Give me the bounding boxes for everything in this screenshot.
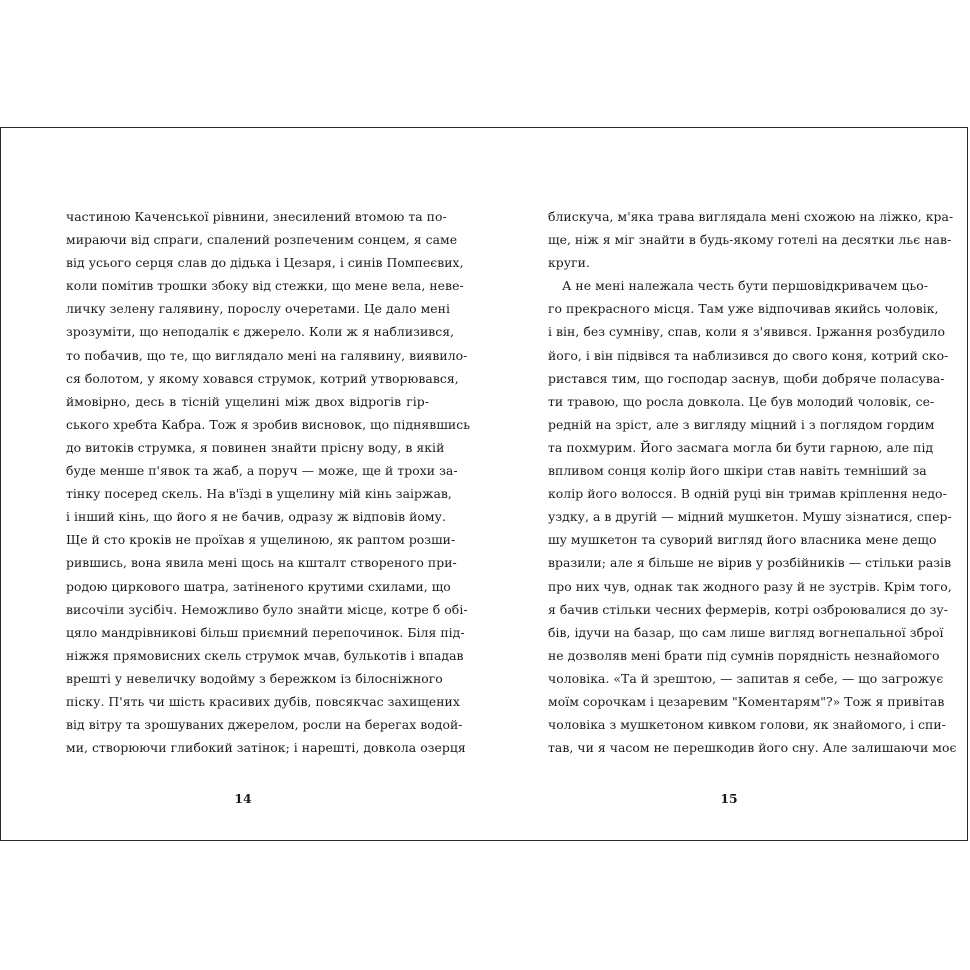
left-page-line: тінку посеред скель. На в'їзді в ущелину мій кінь заіржав,: [66, 486, 452, 502]
right-page-line: ще, ніж я міг знайти в будь-якому готелі на десятки льє нав-: [548, 232, 952, 248]
left-page-line: мираючи від спраги, спалений розпеченим сонцем, я саме: [66, 232, 458, 248]
right-page-line: А не мені належала честь бути першовідкривачем цьо-: [562, 278, 928, 294]
right-page-line: моїм сорочкам і цезаревим "Коментарям"?» Тож я привітав: [548, 693, 945, 709]
left-page-line: височіли зусібіч. Неможливо було знайти місце, котре б обі-: [66, 601, 468, 617]
right-page-line: ристався тим, що господар заснув, щоби добряче поласува-: [548, 370, 945, 386]
right-page-line: бів, ідучи на базар, що сам лише вигляд вогнепальної зброї: [548, 624, 944, 640]
left-page-line: родою циркового шатра, затіненого крутими схилами, що: [66, 578, 451, 594]
left-page-line: від усього серця слав до дідька і Цезаря, і синів Помпеєвих,: [66, 255, 464, 271]
left-page-line: піску. П'ять чи шість красивих дубів, повсякчас захищених: [66, 693, 460, 709]
right-page-line: тав, чи я часом не перешкодив його сну. Але залишаючи моє: [548, 740, 957, 756]
right-page-line: чоловіка. «Та й зрештою, — запитав я себе, — що загрожує: [548, 670, 944, 686]
right-page-line: редній на зріст, але з вигляду міцний і з поглядом гордим: [548, 416, 935, 432]
right-page-line: ти травою, що росла довкола. Це був молодий чоловік, се-: [548, 393, 935, 409]
left-page-line: ми, створюючи глибокий затінок; і нарешті, довкола озерця: [66, 740, 466, 756]
right-page-line: я бачив стільки чесних фермерів, котрі озброювалися до зу-: [548, 601, 948, 617]
right-page-line: шу мушкетон та суворий вигляд його власника мене дещо: [548, 532, 937, 548]
left-page-line: коли помітив трошки збоку від стежки, що мене вела, неве-: [66, 278, 464, 294]
right-page-line: та похмурим. Його засмага могла би бути гарною, але під: [548, 439, 934, 455]
page-number-right: 15: [720, 791, 738, 806]
right-page-line: вразили; але я більше не вірив у розбійників — стільки разів: [548, 555, 952, 571]
right-page-line: не дозволяв мені брати під сумнів порядність незнайомого: [548, 647, 940, 663]
right-page-line: про них чув, однак так жодного разу й не зустрів. Крім того,: [548, 578, 952, 594]
left-page-line: ського хребта Кабра. Тож я зробив висновок, що піднявшись: [66, 416, 470, 432]
right-page-line: уздку, а в другій — мідний мушкетон. Мушу зізнатися, спер-: [548, 509, 952, 525]
page-number-left: 14: [234, 791, 252, 806]
left-page-line: цяло мандрівникові більш приємний перепочинок. Біля під-: [66, 624, 465, 640]
left-page-line: врешті у невеличку водойму з бережком із білосніжного: [66, 670, 443, 686]
right-page-line: чоловіка з мушкетоном кивком голови, як знайомого, і спи-: [548, 717, 946, 733]
right-page-line: його, і він підвівся та наблизився до свого коня, котрий ско-: [548, 347, 949, 363]
left-page-line: ся болотом, у якому ховався струмок, котрий утворювався,: [66, 370, 459, 386]
left-page-line: личку зелену галявину, порослу очеретами. Це дало мені: [66, 301, 450, 317]
right-page-line: блискуча, м'яка трава виглядала мені схожою на ліжко, кра-: [548, 209, 954, 224]
left-page-line: зрозуміти, що неподалік є джерело. Коли ж я наблизився,: [66, 324, 455, 340]
left-page-line: рившись, вона явила мені щось на кшталт створеного при-: [66, 555, 457, 571]
right-page-line: го прекрасного місця. Там уже відпочивав якийсь чоловік,: [548, 301, 939, 317]
left-page-line: від вітру та зрошуваних джерелом, росли на берегах водой-: [66, 717, 463, 733]
left-page-line: частиною Каченської рівнини, знесилений втомою та по-: [66, 209, 447, 224]
right-page-line: колір його волосся. В одній руці він тримав кріплення недо-: [548, 486, 947, 502]
left-page-line: Ще й сто кроків не проїхав я ущелиною, як раптом розши-: [66, 532, 456, 548]
left-page-line: ніжжя прямовисних скель струмок мчав, булькотів і впадав: [66, 647, 464, 663]
left-page-line: і інший кінь, що його я не бачив, одразу ж відповів йому.: [66, 509, 446, 525]
book-spread: [0, 127, 968, 841]
left-page-line: то побачив, що те, що виглядало мені на галявину, виявило-: [66, 347, 468, 363]
left-page-line: ймовірно, десь в тісній ущелині між двох відрогів гір-: [66, 393, 429, 409]
right-page-line: впливом сонця колір його шкіри став навіть темніший за: [548, 463, 927, 479]
left-page: [66, 205, 470, 759]
right-page-line: і він, без сумніву, спав, коли я з'явився. Іржання розбудило: [548, 324, 945, 340]
left-page-line: буде менше п'явок та жаб, а поруч — може, ще й трохи за-: [66, 463, 458, 479]
left-page-line: до витоків струмка, я повинен знайти прісну воду, в якій: [66, 439, 445, 455]
right-page-line: круги.: [548, 255, 590, 271]
right-page: [548, 205, 957, 759]
